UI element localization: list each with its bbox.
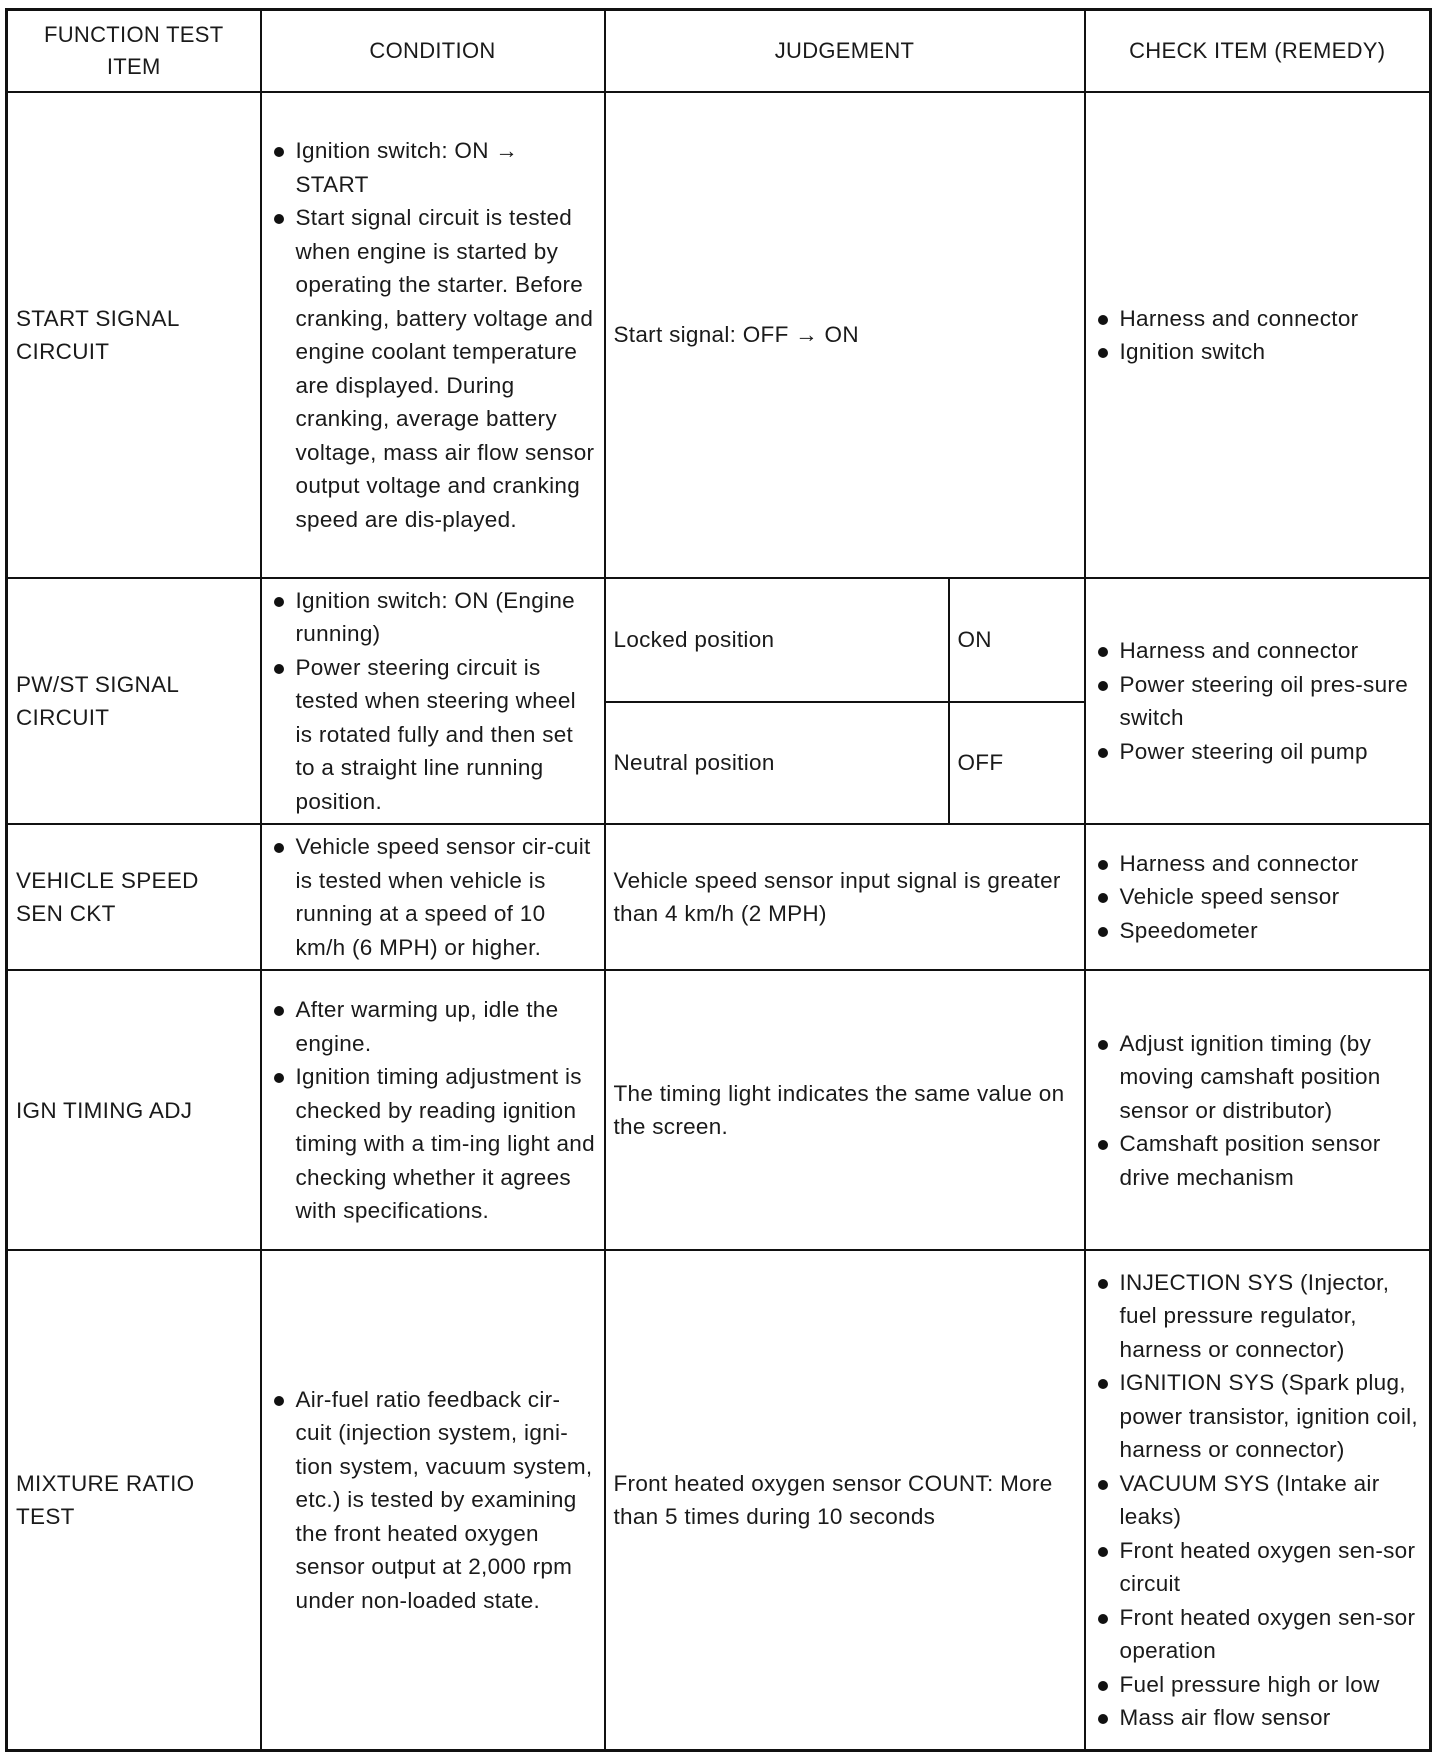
check-list <box>1094 634 1422 768</box>
check-cell <box>1085 92 1431 578</box>
check-bullet: INJECTION SYS (Injector, fuel pressure regulator, harness or connector) <box>1094 1266 1422 1367</box>
check-list <box>1094 1266 1422 1735</box>
condition-bullet: After warming up, idle the engine. <box>270 993 596 1060</box>
check-list <box>1094 847 1422 948</box>
check-bullet: Power steering oil pump <box>1094 735 1422 769</box>
check-bullet: Power steering oil pres-sure switch <box>1094 668 1422 735</box>
function-test-table <box>5 8 1432 1752</box>
check-bullet: Front heated oxygen sen-sor circuit <box>1094 1534 1422 1601</box>
item-vehicle-speed-sen-ckt: VEHICLE SPEED SEN CKT <box>7 824 261 970</box>
check-bullet: Harness and connector <box>1094 634 1422 668</box>
header-judgement: JUDGEMENT <box>605 10 1085 93</box>
condition-list <box>270 993 596 1228</box>
header-row <box>7 10 1431 93</box>
table-row <box>7 970 1431 1250</box>
table-row <box>7 824 1431 970</box>
header-check-item: CHECK ITEM (REMEDY) <box>1085 10 1431 93</box>
check-bullet: Camshaft position sensor drive mechanism <box>1094 1127 1422 1194</box>
judgement-cell: Front heated oxygen sensor COUNT: More than 5 times during 10 seconds <box>605 1250 1085 1750</box>
judgement-neutral-position: Neutral position <box>605 702 949 824</box>
header-function-test-item: FUNCTION TEST ITEM <box>7 10 261 93</box>
header-condition: CONDITION <box>261 10 605 93</box>
condition-bullet: Ignition switch: ON (Engine running) <box>270 584 596 651</box>
condition-cell <box>261 970 605 1250</box>
check-cell <box>1085 1250 1431 1750</box>
judgement-cell: The timing light indicates the same value on the screen. <box>605 970 1085 1250</box>
judgement-cell: Start signal: OFF → ON <box>605 92 1085 578</box>
condition-cell <box>261 92 605 578</box>
item-ign-timing-adj: IGN TIMING ADJ <box>7 970 261 1250</box>
condition-list <box>270 1383 596 1618</box>
condition-bullet: Ignition timing adjustment is checked by reading ignition timing with a tim-ing light and checking whether it agrees with specifications. <box>270 1060 596 1228</box>
check-cell <box>1085 578 1431 824</box>
judgement-locked-position: Locked position <box>605 578 949 702</box>
check-bullet: Mass air flow sensor <box>1094 1701 1422 1735</box>
condition-cell <box>261 1250 605 1750</box>
item-pwst-signal-circuit: PW/ST SIGNAL CIRCUIT <box>7 578 261 824</box>
check-bullet: IGNITION SYS (Spark plug, power transistor, ignition coil, harness or connector) <box>1094 1366 1422 1467</box>
check-bullet: Harness and connector <box>1094 847 1422 881</box>
condition-bullet: Vehicle speed sensor cir-cuit is tested when vehicle is running at a speed of 10 km/h (6 MPH) or higher. <box>270 830 596 964</box>
table-row <box>7 1250 1431 1750</box>
check-bullet: Speedometer <box>1094 914 1422 948</box>
condition-list <box>270 134 596 536</box>
check-bullet: Adjust ignition timing (by moving camshaft position sensor or distributor) <box>1094 1027 1422 1128</box>
condition-cell <box>261 578 605 824</box>
condition-bullet: Ignition switch: ON → START <box>270 134 596 201</box>
check-cell <box>1085 824 1431 970</box>
condition-bullet: Air-fuel ratio feedback cir-cuit (injection system, igni-tion system, vacuum system, etc.) is tested by examining the front heated oxygen sensor output at 2,000 rpm under non-loaded state. <box>270 1383 596 1618</box>
check-bullet: VACUUM SYS (Intake air leaks) <box>1094 1467 1422 1534</box>
check-cell <box>1085 970 1431 1250</box>
condition-list <box>270 584 596 819</box>
check-bullet: Front heated oxygen sen-sor operation <box>1094 1601 1422 1668</box>
condition-bullet: Power steering circuit is tested when steering wheel is rotated fully and then set to a straight line running position. <box>270 651 596 819</box>
condition-bullet: Start signal circuit is tested when engine is started by operating the starter. Before cranking, battery voltage and engine coolant temperature are displayed. During cranking, average battery voltage, mass air flow sensor output voltage and cranking speed are dis-played. <box>270 201 596 536</box>
check-bullet: Fuel pressure high or low <box>1094 1668 1422 1702</box>
table-row <box>7 578 1431 702</box>
table-row <box>7 92 1431 578</box>
check-bullet: Vehicle speed sensor <box>1094 880 1422 914</box>
check-list <box>1094 302 1422 369</box>
check-bullet: Ignition switch <box>1094 335 1422 369</box>
condition-cell <box>261 824 605 970</box>
judgement-locked-state: ON <box>949 578 1085 702</box>
judgement-cell: Vehicle speed sensor input signal is greater than 4 km/h (2 MPH) <box>605 824 1085 970</box>
check-list <box>1094 1027 1422 1195</box>
item-mixture-ratio-test: MIXTURE RATIO TEST <box>7 1250 261 1750</box>
check-bullet: Harness and connector <box>1094 302 1422 336</box>
item-start-signal-circuit: START SIGNAL CIRCUIT <box>7 92 261 578</box>
judgement-neutral-state: OFF <box>949 702 1085 824</box>
condition-list <box>270 830 596 964</box>
